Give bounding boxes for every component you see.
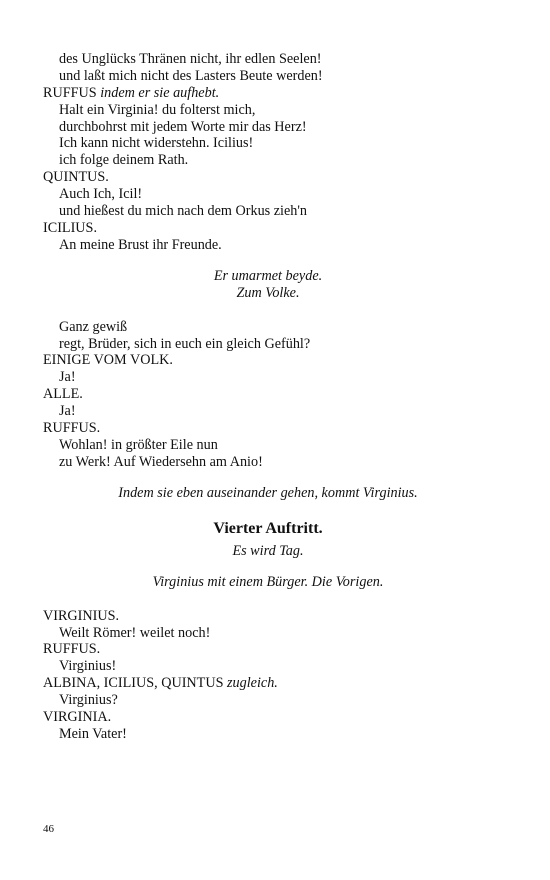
speaker-name: RUFFUS <box>43 84 97 101</box>
verse-line: Weilt Römer! weilet noch! <box>59 624 211 641</box>
speaker-icilius: ICILIUS. <box>43 219 97 236</box>
verse-line: Auch Ich, Icil! <box>59 186 143 203</box>
play-text <box>43 51 503 743</box>
speaker-einige-vom-volk: EINIGE VOM VOLK. <box>43 352 173 369</box>
speaker-quintus: QUINTUS. <box>43 169 109 186</box>
spacer <box>43 254 503 268</box>
spacer <box>43 502 503 519</box>
stage-direction-inline: zugleich. <box>227 675 278 692</box>
scene-subtitle: Es wird Tag. <box>232 542 304 559</box>
verse-line: zu Werk! Auf Wiedersehn am Anio! <box>59 453 263 470</box>
speaker-virginius: VIRGINIUS. <box>43 607 120 624</box>
spacer <box>43 471 503 485</box>
verse-line: Ich kann nicht widerstehn. Icilius! <box>59 135 254 152</box>
spacer <box>43 591 503 608</box>
speaker-virginia: VIRGINIA. <box>43 709 112 726</box>
spacer <box>43 302 503 319</box>
verse-line: Wohlan! in größter Eile nun <box>59 436 218 453</box>
scene-title: Vierter Auftritt. <box>213 519 323 537</box>
verse-line: durchbohrst mit jedem Worte mir das Herz! <box>59 118 307 135</box>
speaker-ruffus: RUFFUS. <box>43 420 101 437</box>
speaker-alle: ALLE. <box>43 386 83 403</box>
verse-line: Ja! <box>59 403 76 420</box>
stage-direction-inline: indem er sie aufhebt. <box>100 84 220 101</box>
speaker-name: ALBINA, ICILIUS, QUINTUS <box>43 675 224 692</box>
scene-persons: Virginius mit einem Bürger. Die Vorigen. <box>152 573 384 590</box>
verse-line: Virginius! <box>59 658 117 675</box>
verse-line: Ja! <box>59 369 76 386</box>
speaker-ruffus <box>43 85 503 102</box>
verse-line: Halt ein Virginia! du folterst mich, <box>59 101 256 118</box>
verse-line: und hießest du mich nach dem Orkus zieh'n <box>59 203 308 220</box>
verse-line: des Unglücks Thränen nicht, ihr edlen Seelen! <box>59 51 322 67</box>
stage-direction: Er umarmet beyde. <box>213 267 323 284</box>
verse-line: Virginius? <box>59 692 118 709</box>
stage-direction: Zum Volke. <box>236 284 300 301</box>
speaker-group <box>43 675 503 692</box>
speaker-ruffus: RUFFUS. <box>43 641 101 658</box>
verse-line: regt, Brüder, sich in euch ein gleich Gefühl? <box>59 335 311 352</box>
verse-line: ich folge deinem Rath. <box>59 152 189 169</box>
verse-line: Mein Vater! <box>59 725 127 742</box>
spacer <box>43 560 503 574</box>
verse-line: An meine Brust ihr Freunde. <box>59 236 222 253</box>
page-number: 46 <box>43 823 54 835</box>
stage-direction: Indem sie eben auseinander gehen, kommt Virginius. <box>118 484 418 501</box>
verse-line: Ganz gewiß <box>59 318 128 335</box>
verse-line: und laßt mich nicht des Lasters Beute werden! <box>59 67 323 84</box>
